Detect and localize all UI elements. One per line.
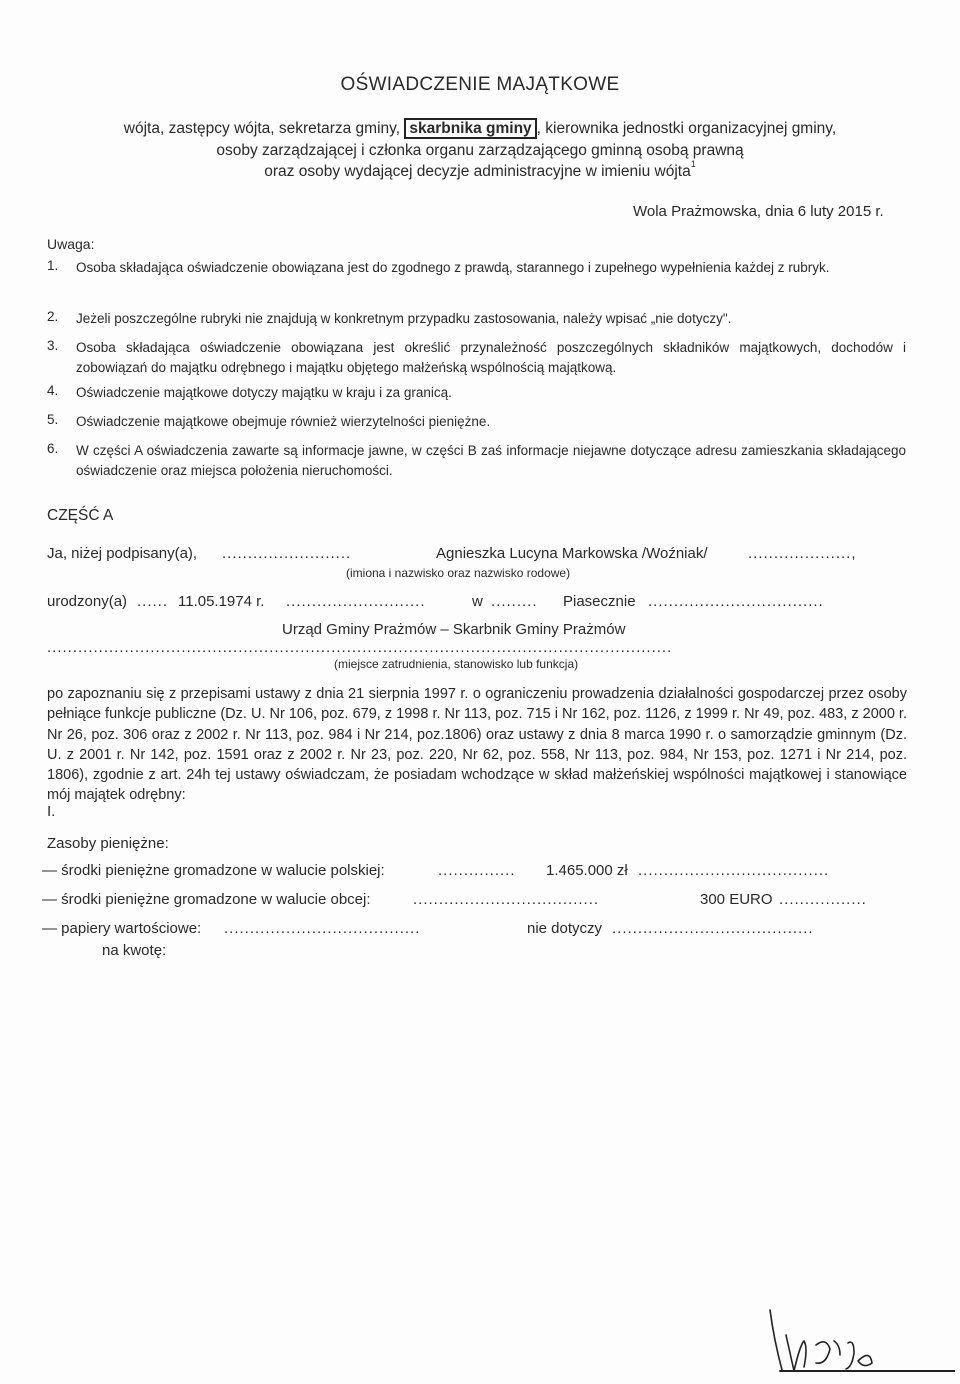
birth-place: Piasecznie <box>563 593 636 610</box>
birth-place-label: w <box>472 593 483 610</box>
dot-leader: ......... <box>491 593 538 610</box>
securities-value: nie dotyczy <box>527 920 603 937</box>
dot-leader: .................................. <box>648 593 824 610</box>
dot-leader: ........................... <box>286 593 426 610</box>
dot-leader: ......................................................................................................................... <box>47 639 673 656</box>
dot-leader: .................................... <box>413 891 600 908</box>
pln-value: 1.465.000 zł <box>546 862 628 879</box>
note-text: Oświadczenie majątkowe dotyczy majątku w kraju i za granicą. <box>76 385 452 400</box>
note-number: 5. <box>47 412 59 427</box>
born-label: urodzony(a) <box>47 593 128 610</box>
dot-leader: ....................................... <box>612 920 814 937</box>
notes-heading: Uwaga: <box>47 236 95 252</box>
part-a-heading: CZĘŚĆ A <box>47 507 114 524</box>
header-line-3 <box>0 159 960 181</box>
header-line-1-start: wójta, zastępcy wójta, sekretarza gminy, <box>123 120 405 137</box>
dot-leader: ................. <box>779 891 867 908</box>
statement-paragraph: po zapoznaniu się z przepisami ustawy z dnia 21 sierpnia 1997 r. o ograniczeniu prowadzenia działalności gospodarczej przez osoby pełniące funkcje publiczne (Dz. U. Nr 106, poz. 679, z 1998 r. Nr 113, poz. 715 i Nr 162, poz. 1126, z 1999 r. Nr 49, poz. 483, z 2000 r. Nr 26, poz. 306 oraz z 2002 r. Nr 113, poz. 984 i Nr 214, poz.1806) oraz ustawy z dnia 8 marca 1990 r. o samorządzie gminnym (Dz. U. z 2001 r. Nr 142, poz. 1591 oraz z 2002 r. Nr 23, poz. 220, Nr 62, poz. 558, Nr 113, poz. 984, Nr 153, poz. 1271 i Nr 214, poz. 1806), zgodnie z art. 24h tej ustawy oświadczam, że posiadam wchodzące w skład małżeńskiej wspólności majątkowej i stanowiące mój majątek odrębny: <box>47 686 907 804</box>
header-line-1-end: , kierownika jednostki organizacyjnej gminy, <box>536 120 837 137</box>
note-text: Osoba składająca oświadczenie obowiązana jest do zgodnego z prawdą, starannego i zupełnego wypełnienia każdej z rubryk. <box>76 260 830 275</box>
employment-caption: (miejsce zatrudnienia, stanowisko lub funkcja) <box>334 657 579 671</box>
fx-value: 300 EURO <box>700 891 773 908</box>
header-line-2: osoby zarządzającej i członka organu zarządzającego gminną osobą prawną <box>216 142 744 159</box>
section-heading: Zasoby pieniężne: <box>47 835 169 852</box>
note-number: 4. <box>47 383 59 398</box>
dot-leader: ..................................... <box>638 862 830 879</box>
amount-label: na kwotę: <box>102 942 167 959</box>
note-text: Oświadczenie majątkowe obejmuje również wierzytelności pieniężne. <box>76 414 491 429</box>
note-number: 2. <box>47 309 59 324</box>
note-text: Osoba składająca oświadczenie obowiązana jest określić przynależność poszczególnych składników majątkowych, dochodów i zobowiązań do majątku odrębnego i majątku objętego małżeńską wspólnością majątkową. <box>76 340 906 375</box>
note-text: Jeżeli poszczególne rubryki nie znajdują w konkretnym przypadku zastosowania, należy wpisać „nie dotyczy". <box>76 311 732 326</box>
dot-leader: ...... <box>137 593 169 610</box>
header-line-1 <box>0 120 960 138</box>
fx-label: — środki pieniężne gromadzone w walucie obcej: <box>42 891 371 908</box>
securities-label: — papiery wartościowe: <box>42 920 202 937</box>
note-number: 6. <box>47 441 59 456</box>
note-text: W części A oświadczenia zawarte są informacje jawne, w części B zaś informacje niejawne dotyczące adresu zamieszkania składającego oświadczenie oraz miejsca położenia nieruchomości. <box>76 443 906 478</box>
dot-leader: ...................., <box>748 545 857 562</box>
dot-leader: ...................................... <box>224 920 421 937</box>
highlighted-position-box: skarbnika gminy <box>404 118 536 139</box>
birth-date: 11.05.1974 r. <box>178 593 265 610</box>
dot-leader: ............... <box>438 862 516 879</box>
signed-label: Ja, niżej podpisany(a), <box>47 545 198 562</box>
declarant-name: Agnieszka Lucyna Markowska /Woźniak/ <box>436 545 708 562</box>
note-number: 3. <box>47 338 59 353</box>
name-caption: (imiona i nazwisko oraz nazwisko rodowe) <box>346 566 571 580</box>
place-and-date: Wola Prażmowska, dnia 6 luty 2015 r. <box>633 203 884 220</box>
handwritten-initials <box>760 1305 955 1375</box>
header-line-3-text: oraz osoby wydającej decyzje administracyjne w imieniu wójta <box>264 163 691 180</box>
document-title: OŚWIADCZENIE MAJĄTKOWE <box>340 74 620 95</box>
dot-leader: ......................... <box>222 545 352 562</box>
note-number: 1. <box>47 258 59 273</box>
section-number: I. <box>47 803 56 820</box>
pln-label: — środki pieniężne gromadzone w walucie polskiej: <box>42 862 385 879</box>
footnote-mark: 1 <box>690 159 696 169</box>
employment: Urząd Gminy Prażmów – Skarbnik Gminy Prażmów <box>282 621 626 638</box>
